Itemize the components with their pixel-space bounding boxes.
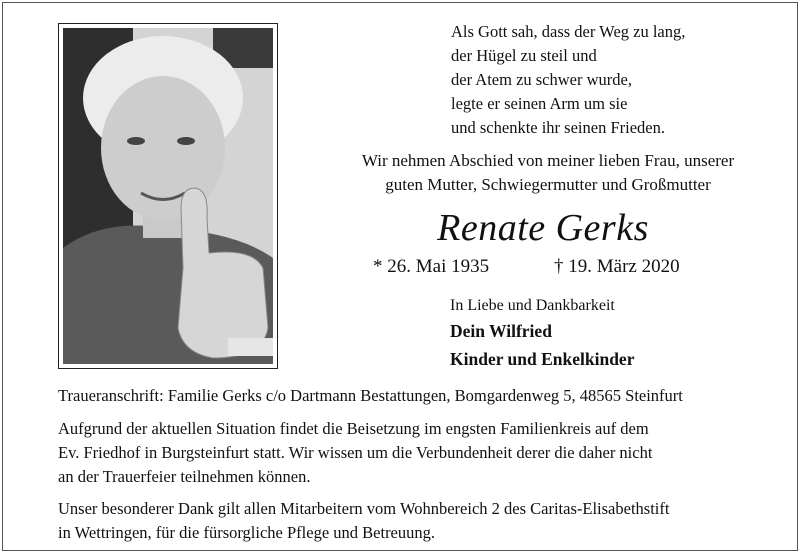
farewell-line: guten Mutter, Schwiegermutter und Großmutter xyxy=(385,175,711,194)
poem-line: der Atem zu schwer wurde, xyxy=(451,70,632,89)
portrait-frame xyxy=(58,23,278,369)
mourning-address: Traueranschrift: Familie Gerks c/o Dartmann Bestattungen, Bomgardenweg 5, 48565 Steinfurt xyxy=(58,386,683,405)
funeral-note-line: an der Trauerfeier teilnehmen können. xyxy=(58,467,311,486)
thanks-note xyxy=(58,497,788,545)
birth-date: * 26. Mai 1935 xyxy=(373,256,490,277)
portrait-illustration xyxy=(63,28,273,364)
portrait-photo xyxy=(63,28,273,364)
funeral-note-line: Aufgrund der aktuellen Situation findet die Beisetzung im engsten Familienkreis auf dem xyxy=(58,419,649,438)
thanks-line: Unser besonderer Dank gilt allen Mitarbeitern vom Wohnbereich 2 des Caritas-Elisabethstift xyxy=(58,499,670,518)
death-date: † 19. März 2020 xyxy=(554,256,680,277)
poem-line: Als Gott sah, dass der Weg zu lang, xyxy=(451,22,686,41)
deceased-name: Renate Gerks xyxy=(437,207,649,249)
signature-line: Kinder und Enkelkinder xyxy=(450,349,635,369)
obituary-notice xyxy=(2,2,798,551)
thanks-line: in Wettringen, für die fürsorgliche Pflege und Betreuung. xyxy=(58,523,436,542)
poem-line: und schenkte ihr seinen Frieden. xyxy=(451,118,665,137)
poem-line: legte er seinen Arm um sie xyxy=(451,94,628,113)
poem-line: der Hügel zu steil und xyxy=(451,46,597,65)
signoff-intro: In Liebe und Dankbarkeit xyxy=(450,297,615,314)
farewell-statement xyxy=(303,149,793,197)
memorial-poem xyxy=(451,20,781,140)
funeral-note xyxy=(58,417,788,489)
farewell-line: Wir nehmen Abschied von meiner lieben Frau, unserer xyxy=(361,151,735,170)
signoff xyxy=(450,295,790,373)
funeral-note-line: Ev. Friedhof in Burgsteinfurt statt. Wir wissen um die Verbundenheit derer die daher nicht xyxy=(58,443,653,462)
signature-line: Dein Wilfried xyxy=(450,321,552,341)
